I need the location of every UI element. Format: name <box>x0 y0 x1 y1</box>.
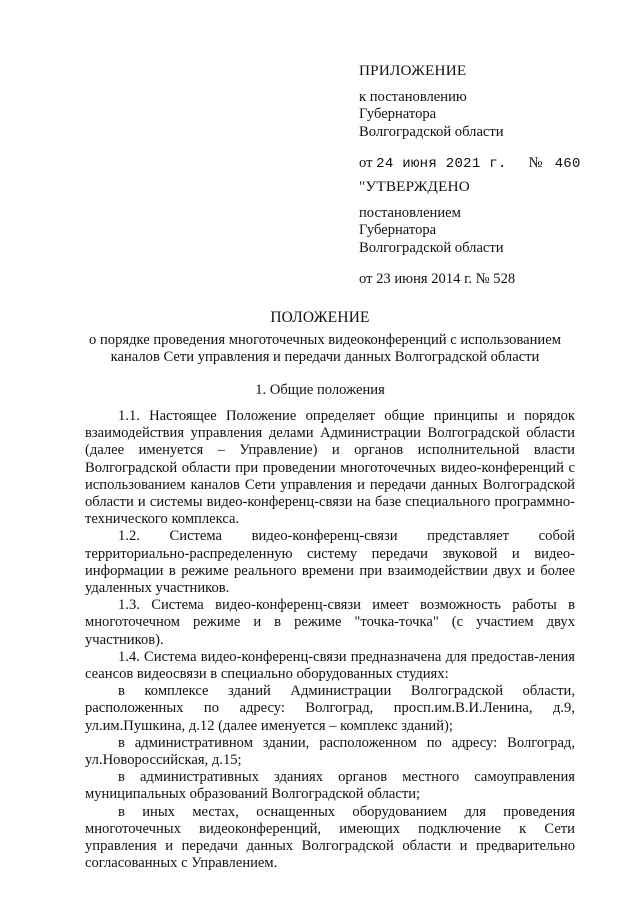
date-prefix: от <box>359 154 373 171</box>
document-title: ПОЛОЖЕНИЕ <box>270 309 370 326</box>
appendix-title: ПРИЛОЖЕНИЕ <box>359 62 467 79</box>
subtitle-line: каналов Сети управления и передачи данных Волгоградской области <box>110 349 540 366</box>
subtitle-line: о порядке проведения многоточечных видеоконференций с использованием <box>89 332 561 348</box>
appendix-line: к постановлению <box>359 89 467 106</box>
approval-title: "УТВЕРЖДЕНО <box>359 178 470 195</box>
approval-issuer <box>359 205 599 257</box>
appendix-date-line <box>359 155 599 173</box>
paragraph-1-1: 1.1. Настоящее Положение определяет общие принципы и порядок взаимодействия управления делами Администрации Волгоградской области (далее именуется – Управление) и органов исполнительной власти Волгоградской области при проведении многоточечных видео-конференций с использованием каналов Сети управления и передачи данных Волгоградской области и системы видео-конференц-связи на базе специального программно-технического комплекса. <box>85 408 575 528</box>
appendix-header <box>359 62 599 173</box>
document-body <box>85 408 575 872</box>
appendix-date: 24 июня 2021 г. <box>376 155 507 172</box>
list-item-municipal: в административных зданиях органов местного самоуправления муниципальных образований Волгоградской области; <box>85 769 575 803</box>
approval-date-line: от 23 июня 2014 г. № 528 <box>359 270 516 287</box>
list-item-other: в иных местах, оснащенных оборудованием для проведения многоточечных видеоконференций, имеющих подключение к Сети управления и передачи данных Волгоградской области и предварительно согласованных с Управлением. <box>85 803 575 872</box>
paragraph-1-4: 1.4. Система видео-конференц-связи предназначена для предостав-ления сеансов видеосвязи в специально оборудованных студиях: <box>85 648 575 683</box>
approval-header <box>359 178 599 288</box>
paragraph-1-3: 1.3. Система видео-конференц-связи имеет возможность работы в многоточечном режиме и в режиме "точка-точка" (с участием двух участников). <box>85 597 575 648</box>
document-subtitle <box>60 332 590 366</box>
approval-line: Губернатора <box>359 222 437 239</box>
appendix-line: Губернатора <box>359 106 437 123</box>
paragraph-1-2: 1.2. Система видео-конференц-связи представляет собой территориально-распределенную систему передачи звуковой и видео-информации в режиме реального времени при взаимодействии двух и более удаленных участников. <box>85 528 575 597</box>
appendix-number: 460 <box>554 155 581 172</box>
appendix-issuer <box>359 89 599 141</box>
number-sign: № <box>528 154 543 171</box>
approval-line: постановлением <box>359 205 461 222</box>
approval-line: Волгоградской области <box>359 239 504 256</box>
section-heading: 1. Общие положения <box>255 382 385 398</box>
appendix-line: Волгоградской области <box>359 123 504 140</box>
list-item-complex: в комплексе зданий Администрации Волгоградской области, расположенных по адресу: Волгоград, просп.им.В.И.Ленина, д.9, ул.им.Пушкина, д.12 (далее именуется – комплекс зданий); <box>85 683 575 734</box>
list-item-admin-building: в административном здании, расположенном по адресу: Волгоград, ул.Новороссийская, д.15; <box>85 734 575 769</box>
